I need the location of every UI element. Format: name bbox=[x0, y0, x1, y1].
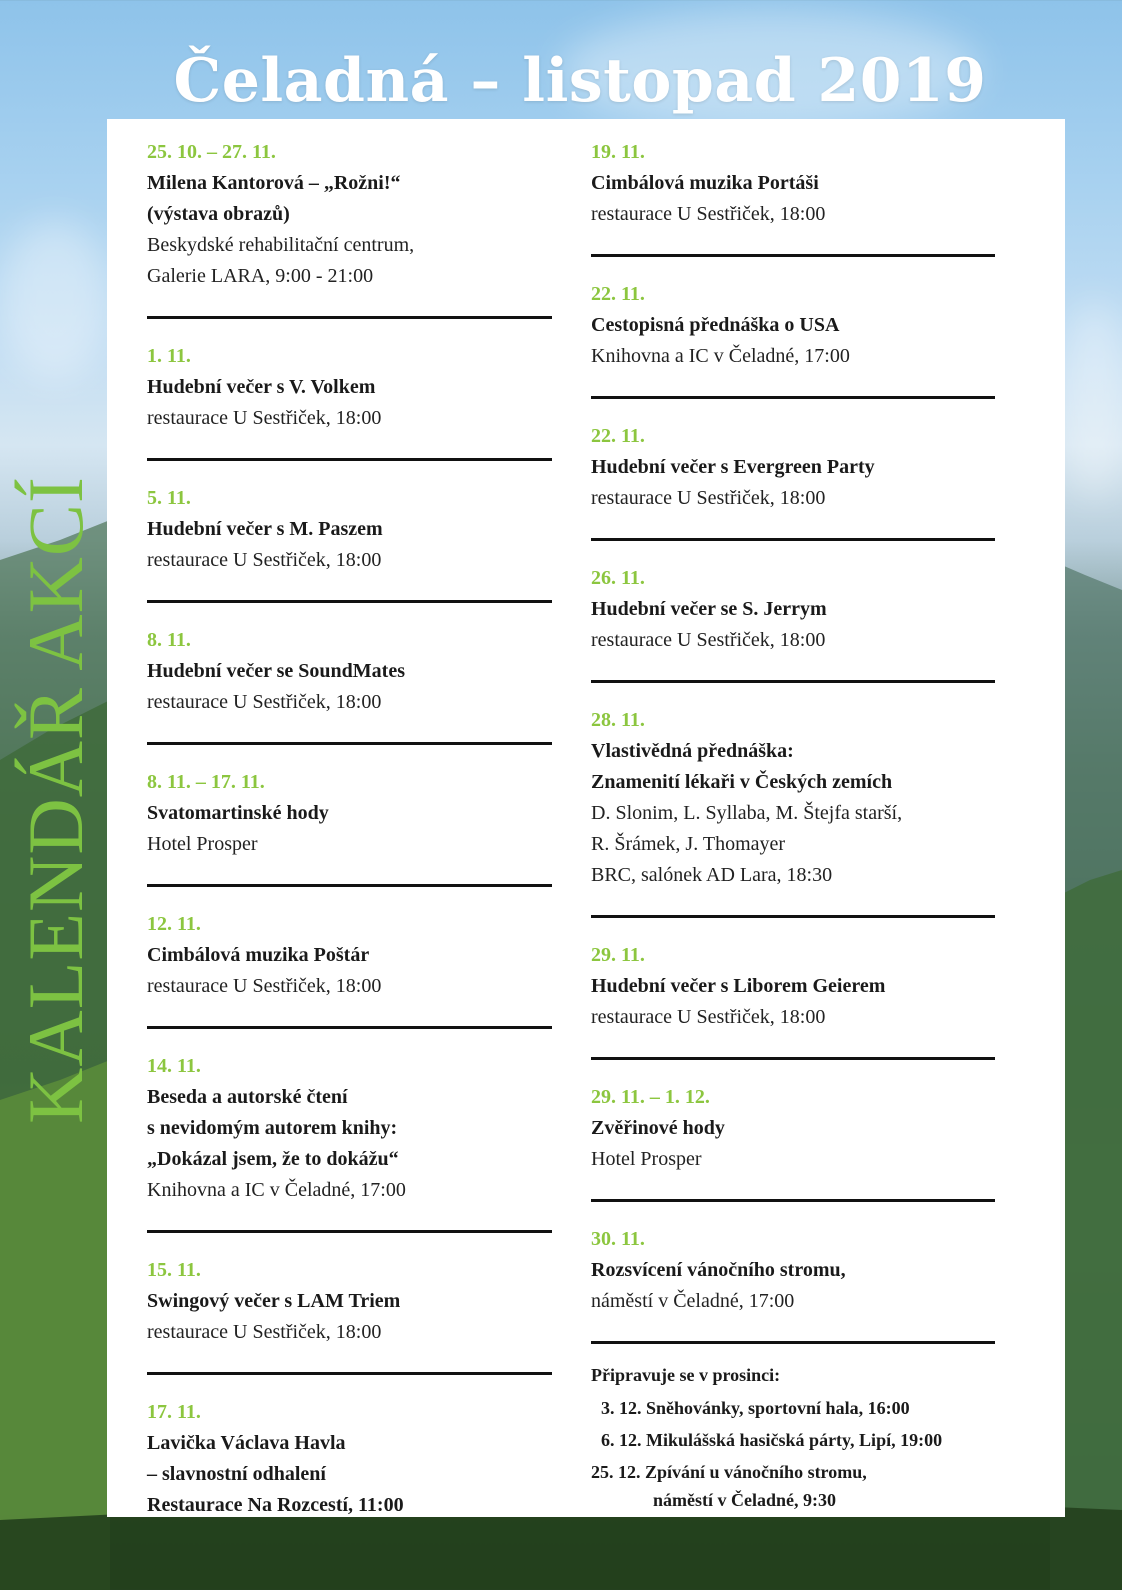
event-date: 25. 10. – 27. 11. bbox=[147, 141, 276, 163]
event-name: Hudební večer s Evergreen Party bbox=[591, 456, 875, 478]
event-entry bbox=[591, 421, 995, 514]
divider bbox=[147, 1026, 552, 1029]
divider bbox=[147, 884, 552, 887]
divider bbox=[591, 680, 995, 683]
event-entry bbox=[147, 483, 552, 576]
event-entry bbox=[147, 1255, 552, 1348]
divider bbox=[147, 1372, 552, 1375]
page-title: Čeladná – listopad 2019 bbox=[173, 46, 987, 116]
event-detail: restaurace U Sestřiček, 18:00 bbox=[591, 203, 826, 225]
event-detail: restaurace U Sestřiček, 18:00 bbox=[147, 691, 382, 713]
divider bbox=[147, 316, 552, 319]
event-entry bbox=[591, 563, 995, 656]
event-entry bbox=[591, 279, 995, 372]
event-name: Swingový večer s LAM Triem bbox=[147, 1290, 401, 1312]
event-entry bbox=[147, 1051, 552, 1206]
divider bbox=[591, 254, 995, 257]
divider bbox=[591, 396, 995, 399]
event-detail: Galerie LARA, 9:00 - 21:00 bbox=[147, 265, 374, 287]
divider bbox=[147, 742, 552, 745]
event-name: Cimbálová muzika Portáši bbox=[591, 172, 819, 194]
event-detail: restaurace U Sestřiček, 18:00 bbox=[147, 549, 382, 571]
event-detail: Beskydské rehabilitační centrum, bbox=[147, 234, 415, 256]
event-name: Cestopisná přednáška o USA bbox=[591, 314, 840, 336]
divider bbox=[591, 1341, 995, 1344]
upcoming-item-continued: náměstí v Čeladné, 9:30 bbox=[653, 1490, 836, 1510]
event-date: 26. 11. bbox=[591, 567, 645, 589]
upcoming-item: 3. 12. Sněhovánky, sportovní hala, 16:00 bbox=[601, 1398, 910, 1418]
divider bbox=[591, 915, 995, 918]
event-name: Hudební večer s V. Volkem bbox=[147, 376, 376, 398]
event-date: 29. 11. bbox=[591, 944, 645, 966]
right-events-list bbox=[591, 137, 995, 1344]
event-date: 12. 11. bbox=[147, 913, 201, 935]
event-date: 30. 11. bbox=[591, 1228, 645, 1250]
event-name: Rozsvícení vánočního stromu, bbox=[591, 1259, 846, 1281]
event-detail: restaurace U Sestřiček, 18:00 bbox=[147, 1321, 382, 1343]
event-detail: náměstí v Čeladné, 17:00 bbox=[591, 1290, 795, 1312]
event-date: 19. 11. bbox=[591, 141, 645, 163]
event-name: Milena Kantorová – „Rožni!“ bbox=[147, 172, 401, 194]
divider bbox=[147, 600, 552, 603]
event-name: Cimbálová muzika Poštár bbox=[147, 944, 370, 966]
divider bbox=[591, 538, 995, 541]
left-events-column bbox=[147, 137, 552, 1521]
event-date: 17. 11. bbox=[147, 1401, 201, 1423]
event-detail: restaurace U Sestřiček, 18:00 bbox=[591, 487, 826, 509]
event-name: Hudební večer s M. Paszem bbox=[147, 518, 383, 540]
event-detail: D. Slonim, L. Syllaba, M. Štejfa starší, bbox=[591, 802, 903, 824]
event-detail: restaurace U Sestřiček, 18:00 bbox=[147, 975, 382, 997]
event-entry bbox=[591, 137, 995, 230]
event-name: Beseda a autorské čtení bbox=[147, 1086, 348, 1108]
event-date: 1. 11. bbox=[147, 345, 191, 367]
event-name: Lavička Václava Havla bbox=[147, 1432, 346, 1454]
event-date: 29. 11. – 1. 12. bbox=[591, 1086, 710, 1108]
event-detail: restaurace U Sestřiček, 18:00 bbox=[591, 629, 826, 651]
divider bbox=[591, 1199, 995, 1202]
event-name: (výstava obrazů) bbox=[147, 203, 290, 225]
upcoming-item: 6. 12. Mikulášská hasičská párty, Lipí, 19:00 bbox=[601, 1430, 943, 1450]
event-date: 8. 11. bbox=[147, 629, 191, 651]
event-entry bbox=[147, 1397, 552, 1521]
event-detail: restaurace U Sestřiček, 18:00 bbox=[147, 407, 382, 429]
event-name: Zvěřinové hody bbox=[591, 1117, 725, 1139]
event-date: 15. 11. bbox=[147, 1259, 201, 1281]
event-name: Znamenití lékaři v Českých zemích bbox=[591, 771, 893, 793]
divider bbox=[147, 1230, 552, 1233]
event-date: 22. 11. bbox=[591, 425, 645, 447]
event-detail: BRC, salónek AD Lara, 18:30 bbox=[591, 864, 833, 886]
event-name: Hudební večer se SoundMates bbox=[147, 660, 405, 682]
event-name: Hudební večer s Liborem Geierem bbox=[591, 975, 886, 997]
event-entry bbox=[591, 705, 995, 891]
upcoming-item: 25. 12. Zpívání u vánočního stromu, bbox=[591, 1462, 867, 1482]
event-date: 22. 11. bbox=[591, 283, 645, 305]
event-detail: R. Šrámek, J. Thomayer bbox=[591, 833, 786, 855]
event-date: 14. 11. bbox=[147, 1055, 201, 1077]
event-entry bbox=[591, 940, 995, 1033]
divider bbox=[147, 458, 552, 461]
event-detail: Knihovna a IC v Čeladné, 17:00 bbox=[591, 345, 850, 367]
event-entry bbox=[147, 909, 552, 1002]
event-entry bbox=[147, 137, 552, 292]
event-detail: Hotel Prosper bbox=[147, 833, 258, 855]
event-entry bbox=[147, 625, 552, 718]
event-entry bbox=[147, 767, 552, 860]
event-name: Svatomartinské hody bbox=[147, 802, 329, 824]
calendar-vertical-title: KALENDÁŘ AKCÍ bbox=[12, 476, 99, 1124]
event-name: Vlastivědná přednáška: bbox=[591, 740, 794, 762]
event-name: Hudební večer se S. Jerrym bbox=[591, 598, 827, 620]
right-events-column bbox=[591, 137, 995, 1518]
event-name: – slavnostní odhalení bbox=[147, 1463, 326, 1485]
event-detail: Hotel Prosper bbox=[591, 1148, 702, 1170]
event-detail: restaurace U Sestřiček, 18:00 bbox=[591, 1006, 826, 1028]
event-date: 5. 11. bbox=[147, 487, 191, 509]
event-entry bbox=[591, 1082, 995, 1175]
event-detail: Knihovna a IC v Čeladné, 17:00 bbox=[147, 1179, 406, 1201]
events-panel bbox=[107, 119, 1065, 1517]
upcoming-section bbox=[591, 1360, 995, 1514]
divider bbox=[591, 1057, 995, 1060]
event-entry bbox=[147, 341, 552, 434]
event-entry bbox=[591, 1224, 995, 1317]
event-name: Restaurace Na Rozcestí, 11:00 bbox=[147, 1494, 404, 1516]
event-name: s nevidomým autorem knihy: bbox=[147, 1117, 398, 1139]
upcoming-title: Připravuje se v prosinci: bbox=[591, 1365, 781, 1385]
event-date: 8. 11. – 17. 11. bbox=[147, 771, 265, 793]
event-name: „Dokázal jsem, že to dokážu“ bbox=[147, 1148, 399, 1170]
event-date: 28. 11. bbox=[591, 709, 645, 731]
